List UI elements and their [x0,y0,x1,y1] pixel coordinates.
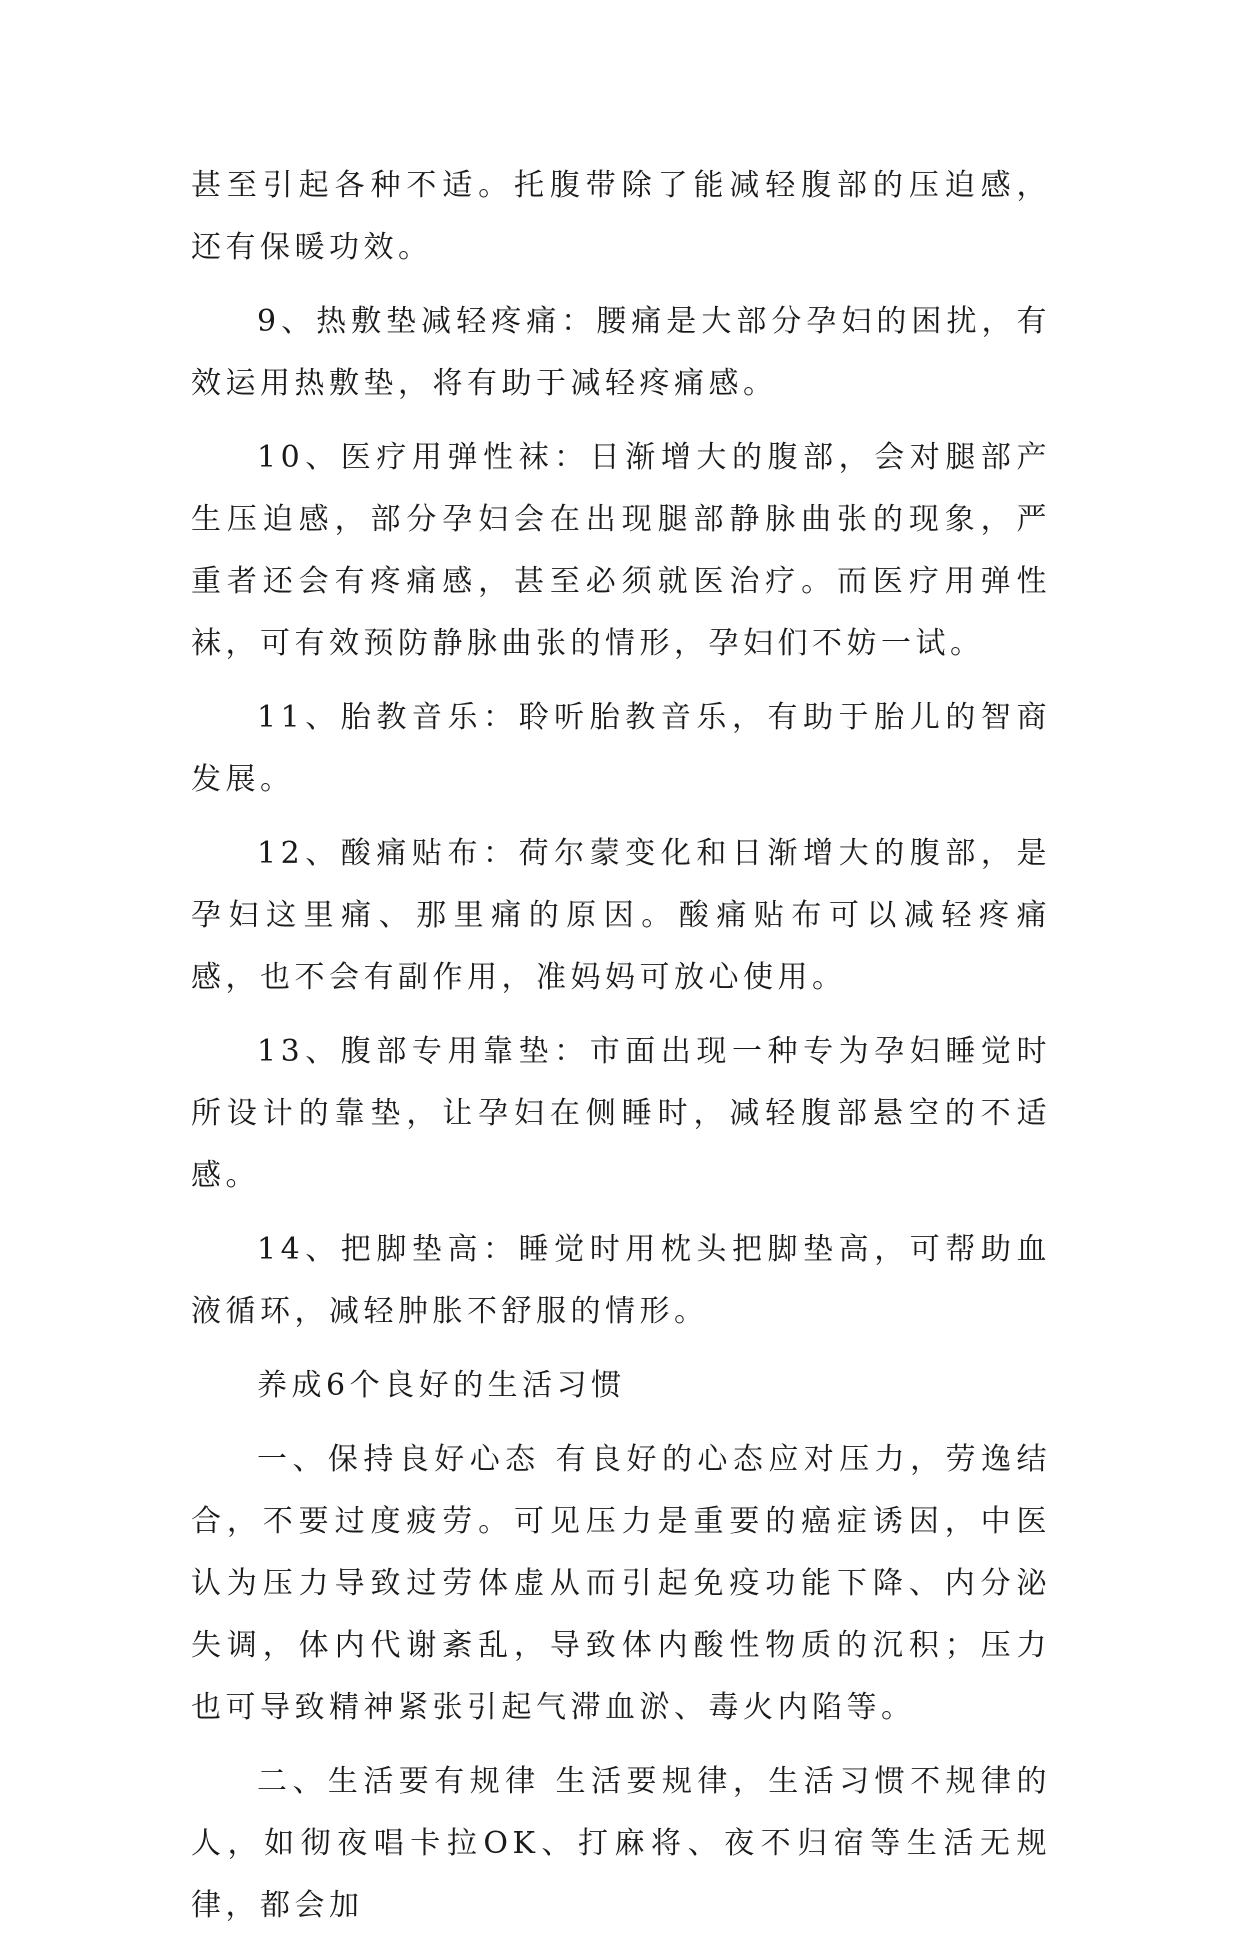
document-body [191,155,1051,1949]
paragraph-item-12: 12、酸痛贴布：荷尔蒙变化和日渐增大的腹部，是孕妇这里痛、那里痛的原因。酸痛贴布可以减轻疼痛感，也不会有副作用，准妈妈可放心使用。 [191,836,1051,995]
paragraph-habit-1: 一、保持良好心态 有良好的心态应对压力，劳逸结合，不要过度疲劳。可见压力是重要的癌症诱因，中医认为压力导致过劳体虚从而引起免疫功能下降、内分泌失调，体内代谢紊乱，导致体内酸性物质的沉积；压力也可导致精神紧张引起气滞血淤、毒火内陷等。 [191,1442,1051,1725]
paragraph-item-10: 10、医疗用弹性袜：日渐增大的腹部，会对腿部产生压迫感，部分孕妇会在出现腿部静脉曲张的现象，严重者还会有疼痛感，甚至必须就医治疗。而医疗用弹性袜，可有效预防静脉曲张的情形，孕妇们不妨一试。 [191,440,1051,661]
paragraph-habit-2: 二、生活要有规律 生活要规律，生活习惯不规律的人，如彻夜唱卡拉OK、打麻将、夜不归宿等生活无规律，都会加 [191,1764,1051,1923]
section-heading-habits: 养成6个良好的生活习惯 [257,1368,626,1403]
paragraph-item-9: 9、热敷垫减轻疼痛：腰痛是大部分孕妇的困扰，有效运用热敷垫，将有助于减轻疼痛感。 [191,304,1051,401]
paragraph-continuation: 甚至引起各种不适。托腹带除了能减轻腹部的压迫感，还有保暖功效。 [191,168,1051,265]
paragraph-item-11: 11、胎教音乐：聆听胎教音乐，有助于胎儿的智商发展。 [191,700,1051,797]
paragraph-item-13: 13、腹部专用靠垫：市面出现一种专为孕妇睡觉时所设计的靠垫，让孕妇在侧睡时，减轻腹部悬空的不适感。 [191,1034,1051,1193]
paragraph-item-14: 14、把脚垫高：睡觉时用枕头把脚垫高，可帮助血液循环，减轻肿胀不舒服的情形。 [191,1232,1051,1329]
